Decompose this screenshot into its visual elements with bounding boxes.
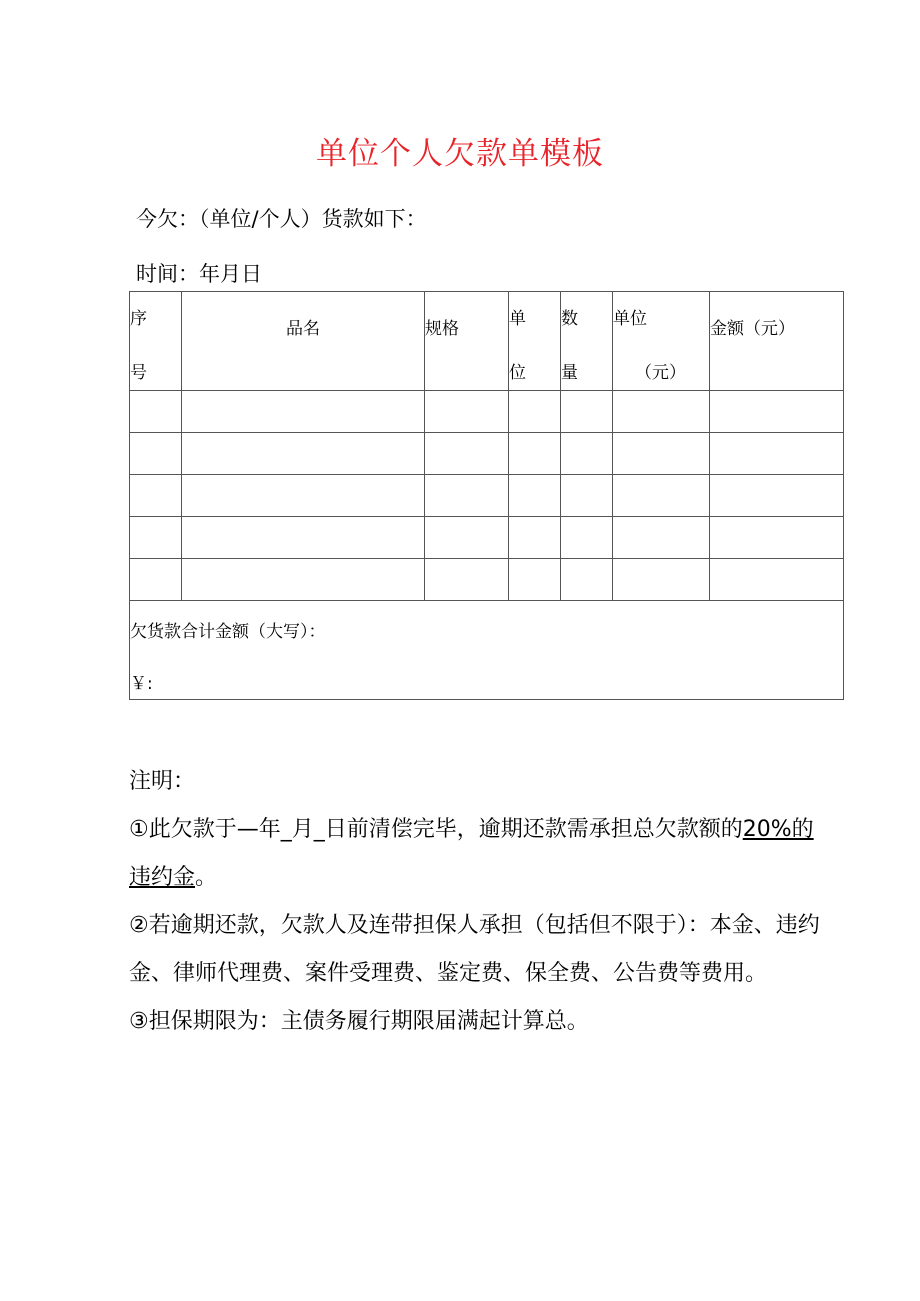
cell-seq[interactable]	[130, 517, 182, 559]
cell-qty[interactable]	[561, 475, 613, 517]
header-seq	[130, 292, 182, 391]
cell-unit[interactable]	[509, 475, 561, 517]
cell-seq[interactable]	[130, 559, 182, 601]
cell-seq[interactable]	[130, 475, 182, 517]
total-cell[interactable]	[130, 601, 844, 700]
header-unit-top: 单	[509, 309, 526, 329]
notes-section	[129, 758, 829, 1046]
total-row	[130, 601, 844, 700]
cell-amount[interactable]	[710, 559, 844, 601]
cell-amount[interactable]	[710, 475, 844, 517]
note-item-1-main: ①此欠款于—年_月_日前清偿完毕，逾期还款需承担总欠款额的	[129, 817, 743, 842]
cell-unit[interactable]	[509, 433, 561, 475]
cell-name[interactable]	[182, 559, 425, 601]
table-header-row	[130, 292, 844, 391]
header-name	[182, 292, 425, 391]
header-qty	[561, 292, 613, 391]
document-title: 单位个人欠款单模板	[316, 136, 604, 172]
table-row	[130, 559, 844, 601]
header-seq-bottom: 号	[130, 363, 147, 383]
total-symbol: ￥:	[130, 674, 153, 694]
cell-name[interactable]	[182, 433, 425, 475]
cell-amount[interactable]	[710, 391, 844, 433]
cell-name[interactable]	[182, 475, 425, 517]
header-spec-label: 规格	[425, 319, 459, 339]
cell-qty[interactable]	[561, 391, 613, 433]
note-item-1-penalty: 20%的违约金	[129, 817, 814, 890]
cell-spec[interactable]	[425, 517, 509, 559]
cell-seq[interactable]	[130, 433, 182, 475]
cell-spec[interactable]	[425, 475, 509, 517]
table-row	[130, 391, 844, 433]
header-price-top: 单位	[613, 309, 647, 329]
header-qty-bottom: 量	[561, 363, 578, 383]
note-item-1	[129, 806, 829, 902]
cell-seq[interactable]	[130, 391, 182, 433]
total-label: 欠货款合计金额（大写）：	[130, 622, 326, 642]
header-name-label: 品名	[286, 319, 320, 339]
cell-name[interactable]	[182, 391, 425, 433]
cell-price[interactable]	[613, 433, 710, 475]
cell-price[interactable]	[613, 559, 710, 601]
cell-spec[interactable]	[425, 433, 509, 475]
time-line: 时间：年月日	[136, 262, 262, 286]
table-row	[130, 433, 844, 475]
header-spec	[425, 292, 509, 391]
cell-amount[interactable]	[710, 433, 844, 475]
header-unit-bottom: 位	[509, 363, 526, 383]
header-price	[613, 292, 710, 391]
cell-qty[interactable]	[561, 559, 613, 601]
cell-qty[interactable]	[561, 433, 613, 475]
cell-spec[interactable]	[425, 391, 509, 433]
table-row	[130, 475, 844, 517]
header-amount	[710, 292, 844, 391]
table-row	[130, 517, 844, 559]
note-item-1-end: 。	[195, 865, 218, 890]
cell-name[interactable]	[182, 517, 425, 559]
cell-unit[interactable]	[509, 559, 561, 601]
note-item-2: ②若逾期还款，欠款人及连带担保人承担（包括但不限于）：本金、违约金、律师代理费、案件受理费、鉴定费、保全费、公告费等费用。	[129, 913, 820, 986]
bill-table	[129, 291, 844, 700]
header-seq-top: 序	[130, 309, 147, 329]
header-amount-label: 金额（元）	[710, 319, 795, 339]
cell-spec[interactable]	[425, 559, 509, 601]
cell-unit[interactable]	[509, 391, 561, 433]
header-unit	[509, 292, 561, 391]
cell-price[interactable]	[613, 517, 710, 559]
cell-unit[interactable]	[509, 517, 561, 559]
header-price-bottom: （元）	[635, 363, 686, 383]
cell-price[interactable]	[613, 475, 710, 517]
cell-price[interactable]	[613, 391, 710, 433]
notes-heading: 注明：	[129, 769, 196, 794]
owe-line: 今欠：（单位/个人）货款如下：	[136, 207, 427, 231]
note-item-3: ③担保期限为：主债务履行期限届满起计算总。	[129, 1009, 589, 1034]
cell-qty[interactable]	[561, 517, 613, 559]
header-qty-top: 数	[561, 309, 578, 329]
cell-amount[interactable]	[710, 517, 844, 559]
